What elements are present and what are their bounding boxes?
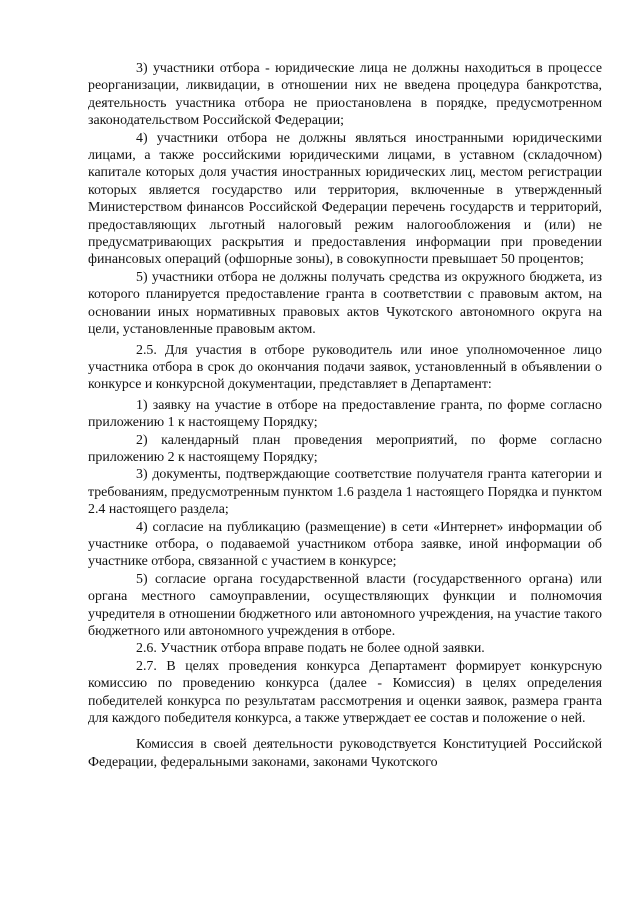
paragraph-5-founder-consent: 5) согласие органа государственной власти (государственного органа) или органа местного самоуправлении, осуществляющих функции и полномочия учредителя в отношении бюджетного или автономного учреждения, на участие такого бюджетного или автономного учреждения в отборе. [88, 571, 602, 639]
paragraph-4-criteria-foreign-entities: 4) участники отбора не должны являться иностранными юридическими лицами, а также российскими юридическими лицами, в уставном (складочном) капитале которых доля участия иностранных юридических лиц, местом регистрации которых является государство или территория, включенные в утвержденный Министерством финансов Российской Федерации перечень государств и территорий, предоставляющих льготный налоговый режим налогообложения и (или) не предусматривающих раскрытия и предоставления информации при проведении финансовых операций (офшорные зоны), в совокупности превышает 50 процентов; [88, 130, 602, 268]
paragraph-4-publication-consent: 4) согласие на публикацию (размещение) в сети «Интернет» информации об участнике отбора, о подаваемой участником отбора заявке, иной информации об участнике отбора, связанной с участием в конкурсе; [88, 519, 602, 570]
paragraph-2-5-submission: 2.5. Для участия в отборе руководитель или иное уполномоченное лицо участника отбора в срок до окончания подачи заявок, установленный в объявлении о конкурсе и конкурсной документации, представляет в Департамент: [88, 342, 602, 393]
paragraph-2-6-single-application: 2.6. Участник отбора вправе подать не более одной заявки. [136, 641, 485, 657]
paragraph-2-calendar-plan: 2) календарный план проведения мероприятий, по форме согласно приложению 2 к настоящему Порядку; [88, 432, 602, 465]
paragraph-2-7-commission: 2.7. В целях проведения конкурса Департамент формирует конкурсную комиссию по проведению конкурса (далее - Комиссия) в целях определения победителей конкурса по результатам рассмотрения и оценки заявок, размера гранта для каждого победителя конкурса, а также утверждает ее состав и положение о ней. [88, 658, 602, 727]
paragraph-5-criteria-budget-funds: 5) участники отбора не должны получать средства из окружного бюджета, из которого планируется предоставление гранта в соответствии с правовым актом, на основании иных нормативных правовых актов Чукотского автономного округа на цели, установленные правовым актом. [88, 269, 602, 338]
paragraph-commission-guidance: Комиссия в своей деятельности руководствуется Конституцией Российской Федерации, федеральными законами, законами Чукотского [88, 737, 602, 770]
paragraph-3-documents: 3) документы, подтверждающие соответствие получателя гранта категории и требованиям, предусмотренным пунктом 1.6 раздела 1 настоящего Порядка и пунктом 2.4 настоящего раздела; [88, 467, 602, 518]
paragraph-1-application: 1) заявку на участие в отборе на предоставление гранта, по форме согласно приложению 1 к настоящему Порядку; [88, 397, 602, 431]
paragraph-3-criteria-reorganization: 3) участники отбора - юридические лица не должны находиться в процессе реорганизации, ликвидации, в отношении них не введена процедура банкротства, деятельность участника отбора не приостановлена в порядке, предусмотренном законодательством Российской Федерации; [88, 61, 602, 129]
document-page [88, 60, 602, 771]
